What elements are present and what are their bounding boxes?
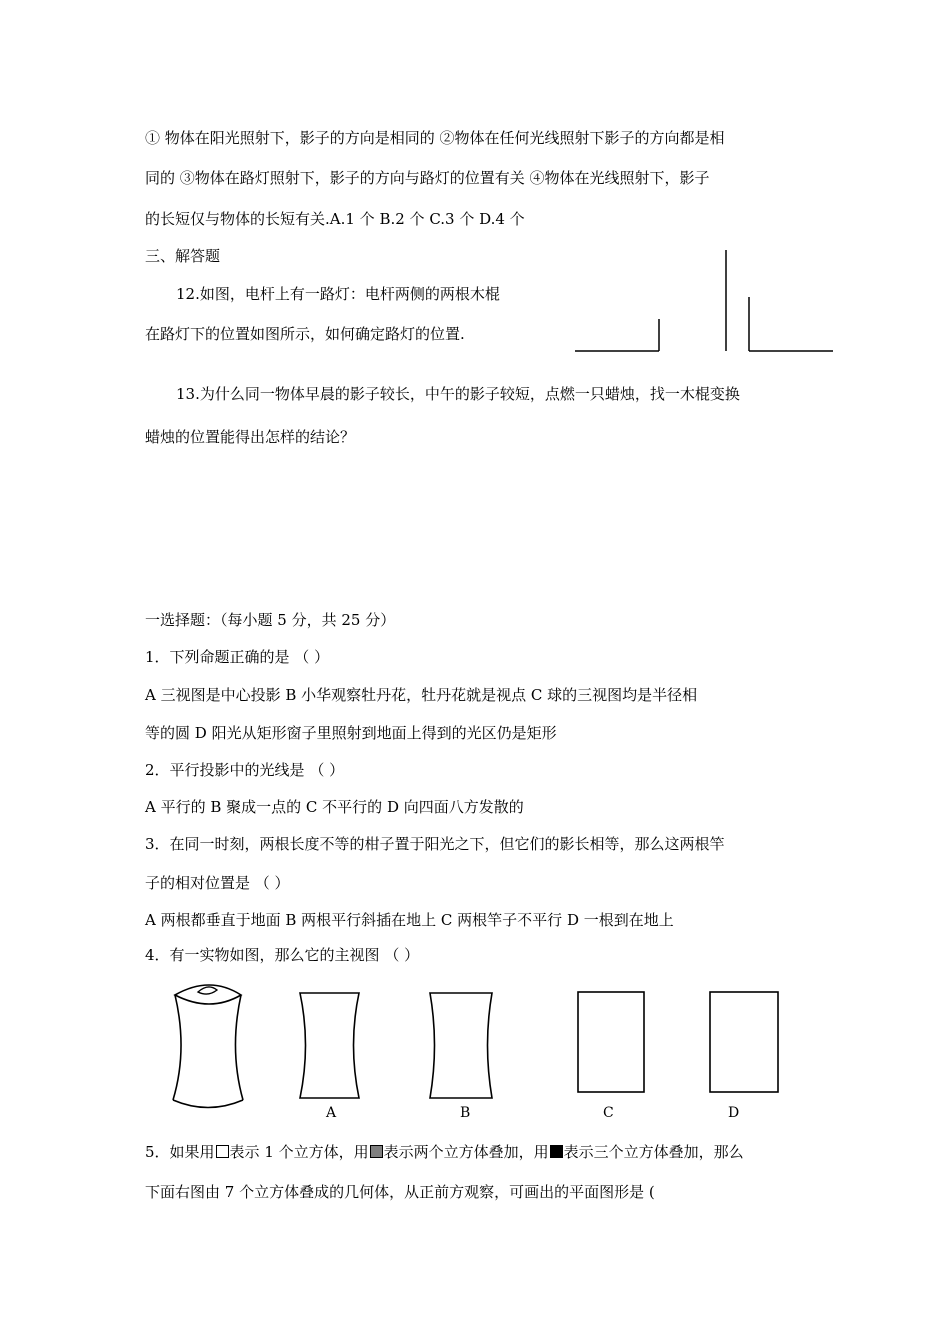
question-2-options: A 平行的 B 聚成一点的 C 不平行的 D 向四面八方发散的 bbox=[145, 798, 524, 816]
question-12-line-1: 12.如图，电杆上有一路灯：电杆两侧的两根木棍 bbox=[176, 285, 500, 303]
question-4: 4．有一实物如图，那么它的主视图 （ ） bbox=[145, 946, 420, 964]
question-5-text-b: 表示 1 个立方体，用 bbox=[229, 1143, 369, 1161]
question-2: 2．平行投影中的光线是 （ ） bbox=[145, 761, 345, 779]
question-5-text-a: 5．如果用 bbox=[145, 1143, 215, 1161]
question-5-text-c: 表示两个立方体叠加，用 bbox=[383, 1143, 549, 1161]
object-left-side bbox=[173, 995, 181, 1100]
question-3-line-2: 子的相对位置是 （ ） bbox=[145, 874, 290, 892]
lamp-pole-figure bbox=[570, 245, 840, 357]
section-heading-answers: 三、解答题 bbox=[145, 247, 221, 265]
question-1-options-line-1: A 三视图是中心投影 B 小华观察牡丹花，牡丹花就是视点 C 球的三视图均是半径相 bbox=[145, 686, 698, 704]
option-d-label: D bbox=[728, 1105, 740, 1121]
question-1-options-line-2: 等的圆 D 阳光从矩形窗子里照射到地面上得到的光区仍是矩形 bbox=[145, 724, 557, 742]
option-b-figure bbox=[425, 988, 499, 1104]
question-5-line-1 bbox=[145, 1142, 744, 1162]
object-right-side bbox=[235, 995, 243, 1100]
double-cube-square-icon bbox=[370, 1145, 383, 1158]
question-5-line-2: 下面右图由 7 个立方体叠成的几何体，从正前方观察，可画出的平面图形是 ( bbox=[145, 1183, 655, 1201]
object-3d-figure bbox=[165, 975, 255, 1115]
question-3-line-1: 3．在同一时刻，两根长度不等的柑子置于阳光之下，但它们的影长相等，那么这两根竿 bbox=[145, 835, 725, 853]
statement-line-1: ① 物体在阳光照射下，影子的方向是相同的 ②物体在任何光线照射下影子的方向都是相 bbox=[145, 129, 725, 147]
question-13-line-1: 13.为什么同一物体早晨的影子较长，中午的影子较短，点燃一只蜡烛，找一木棍变换 bbox=[176, 385, 740, 403]
triple-cube-square-icon bbox=[550, 1145, 563, 1158]
option-a-figure bbox=[295, 988, 365, 1104]
question-5-text-d: 表示三个立方体叠加，那么 bbox=[563, 1143, 744, 1161]
section-heading-choice: 一选择题：（每小题 5 分，共 25 分） bbox=[145, 611, 396, 629]
statement-line-3: 的长短仅与物体的长短有关.A.1 个 B.2 个 C.3 个 D.4 个 bbox=[145, 210, 525, 228]
option-a-label: A bbox=[326, 1105, 337, 1121]
object-bottom-edge bbox=[173, 1100, 243, 1108]
statement-line-2: 同的 ③物体在路灯照射下，影子的方向与路灯的位置有关 ④物体在光线照射下，影子 bbox=[145, 169, 710, 187]
question-13-line-2: 蜡烛的位置能得出怎样的结论？ bbox=[145, 428, 356, 446]
single-cube-square-icon bbox=[216, 1145, 229, 1158]
option-d-figure bbox=[706, 988, 782, 1096]
question-12-line-2: 在路灯下的位置如图所示，如何确定路灯的位置. bbox=[145, 325, 465, 343]
option-b-label: B bbox=[460, 1105, 471, 1121]
object-top-hole bbox=[198, 987, 217, 994]
question-3-options: A 两根都垂直于地面 B 两根平行斜插在地上 C 两根竿子不平行 D 一根到在地上 bbox=[145, 911, 674, 929]
option-c-label: C bbox=[603, 1105, 614, 1121]
option-c-figure bbox=[574, 988, 648, 1096]
question-1: 1．下列命题正确的是 （ ） bbox=[145, 648, 330, 666]
